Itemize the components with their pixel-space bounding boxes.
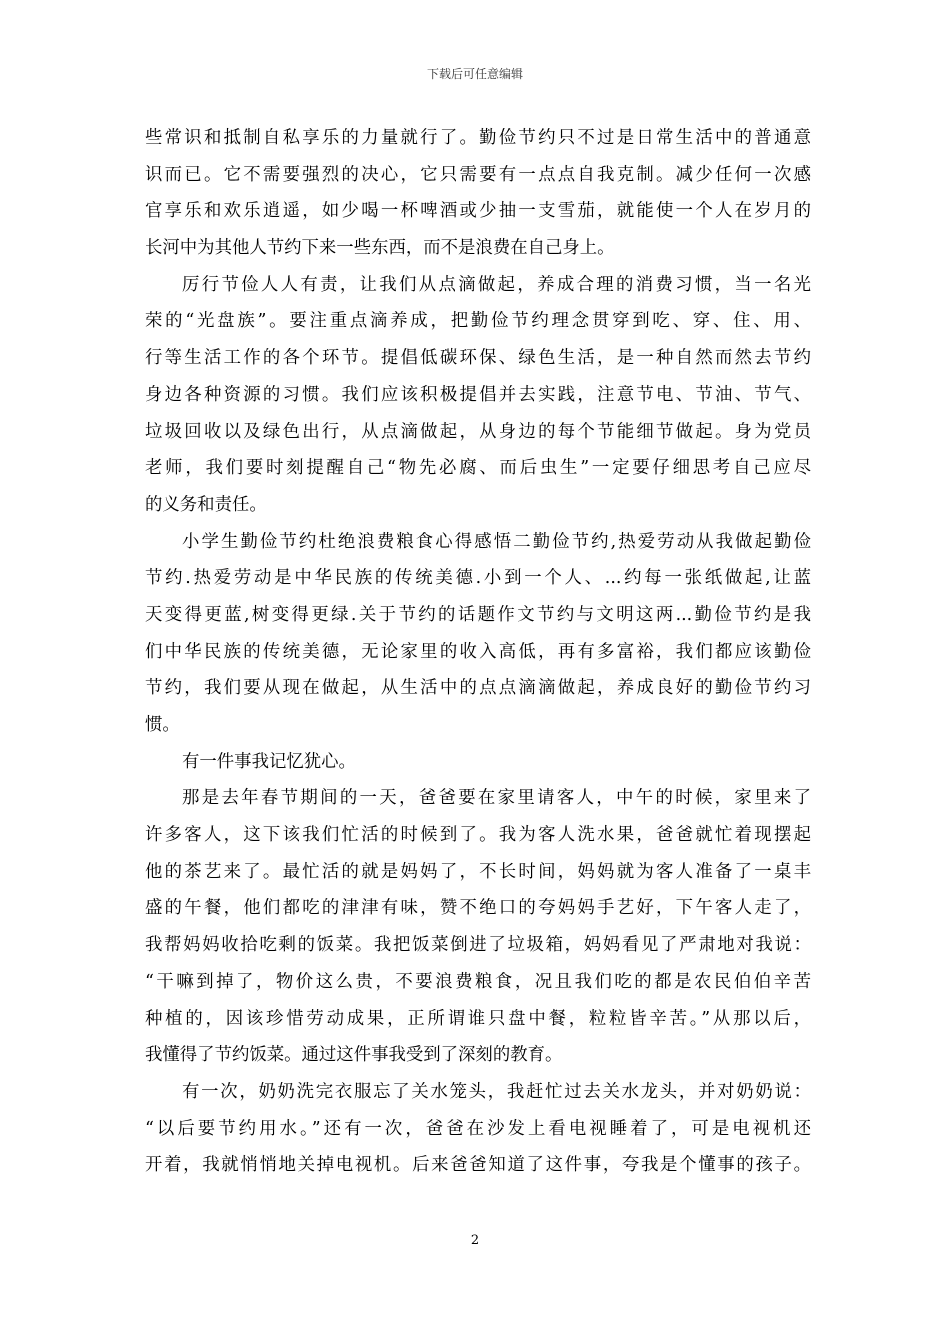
text-line: 官享乐和欢乐逍遥，如少喝一杯啤酒或少抽一支雪茄，就能使一个人在岁月的 xyxy=(145,201,811,222)
text-line: 有一次，奶奶洗完衣服忘了关水笼头，我赶忙过去关水龙头，并对奶奶说： xyxy=(182,1081,811,1102)
document-body xyxy=(145,120,811,1184)
text-line: 的义务和责任。 xyxy=(145,494,267,515)
text-line: 厉行节俭人人有责，让我们从点滴做起，养成合理的消费习惯，当一名光 xyxy=(182,274,811,295)
text-line: 节约，我们要从现在做起，从生活中的点点滴滴做起，养成良好的勤俭节约习 xyxy=(145,678,811,699)
text-line: “干嘛到掉了，物价这么贵，不要浪费粮食，况且我们吃的都是农民伯伯辛苦 xyxy=(145,971,811,992)
page-header: 下载后可任意编辑 xyxy=(426,67,523,81)
text-line: 行等生活工作的各个环节。提倡低碳环保、绿色生活，是一种自然而然去节约 xyxy=(145,348,811,369)
text-line: 小学生勤俭节约杜绝浪费粮食心得感悟二勤俭节约,热爱劳动从我做起勤俭 xyxy=(182,531,811,552)
text-line: 他的茶艺来了。最忙活的就是妈妈了，不长时间，妈妈就为客人准备了一桌丰 xyxy=(145,861,811,882)
text-line: 们中华民族的传统美德，无论家里的收入高低，再有多富裕，我们都应该勤俭 xyxy=(145,641,811,662)
text-line: 身边各种资源的习惯。我们应该积极提倡并去实践，注意节电、节油、节气、 xyxy=(145,384,811,405)
text-line: 种植的，因该珍惜劳动成果，正所谓谁只盘中餐，粒粒皆辛苦。”从那以后， xyxy=(145,1008,811,1029)
text-line: 老师，我们要时刻提醒自己“物先必腐、而后虫生”一定要仔细思考自己应尽 xyxy=(145,458,811,479)
text-line: 些常识和抵制自私享乐的力量就行了。勤俭节约只不过是日常生活中的普通意 xyxy=(145,128,811,148)
text-line: 许多客人，这下该我们忙活的时候到了。我为客人洗水果，爸爸就忙着现摆起 xyxy=(145,825,811,846)
text-line: 我帮妈妈收拾吃剩的饭菜。我把饭菜倒进了垃圾箱，妈妈看见了严肃地对我说： xyxy=(145,935,811,956)
text-line: 盛的午餐，他们都吃的津津有味，赞不绝口的夸妈妈手艺好，下午客人走了， xyxy=(145,898,811,919)
page-number: 2 xyxy=(470,1233,480,1248)
text-line: 长河中为其他人节约下来一些东西，而不是浪费在自己身上。 xyxy=(145,238,615,259)
text-line: 开着，我就悄悄地关掉电视机。后来爸爸知道了这件事，夸我是个懂事的孩子。 xyxy=(145,1155,811,1176)
text-line: 那是去年春节期间的一天，爸爸要在家里请客人，中午的时候，家里来了 xyxy=(182,788,811,809)
text-line: 垃圾回收以及绿色出行，从点滴做起，从身边的每个节能细节做起。身为党员 xyxy=(145,421,811,442)
text-line: 我懂得了节约饭菜。通过这件事我受到了深刻的教育。 xyxy=(145,1045,563,1066)
text-line: 天变得更蓝,树变得更绿.关于节约的话题作文节约与文明这两...勤俭节约是我 xyxy=(145,604,811,625)
text-line: 识而已。它不需要强烈的决心，它只需要有一点点自我克制。减少任何一次感 xyxy=(145,164,811,185)
text-line: 有一件事我记忆犹心。 xyxy=(182,751,356,772)
text-line: 惯。 xyxy=(145,715,180,735)
text-line: 荣的“光盘族”。要注重点滴养成，把勤俭节约理念贯穿到吃、穿、住、用、 xyxy=(145,311,811,332)
text-line: 节约.热爱劳动是中华民族的传统美德.小到一个人、...约每一张纸做起,让蓝 xyxy=(145,568,811,589)
text-line: “以后要节约用水。”还有一次，爸爸在沙发上看电视睡着了，可是电视机还 xyxy=(145,1118,811,1139)
